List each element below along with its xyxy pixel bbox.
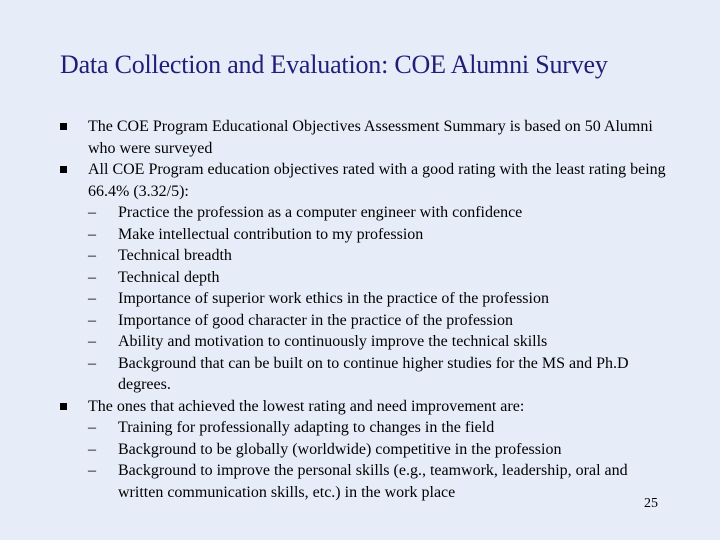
slide-content (58, 116, 668, 503)
bullet-item (58, 116, 668, 159)
sub-item: – Background to improve the personal skills (e.g., teamwork, leadership, oral and written communication skills, etc.) in the work place (88, 462, 628, 501)
sub-item: – Importance of good character in the practice of the profession (88, 310, 668, 332)
bullet-text: The COE Program Educational Objectives Assessment Summary is based on 50 Alumni who were surveyed (88, 118, 653, 157)
sub-item: – Practice the profession as a computer engineer with confidence (88, 202, 668, 224)
dash-icon: – (88, 204, 96, 221)
sub-list (88, 202, 668, 396)
square-bullet-icon (60, 403, 67, 410)
dash-icon: – (88, 225, 96, 243)
dash-icon: – (88, 462, 96, 479)
slide-title: Data Collection and Evaluation: COE Alumni Survey (60, 50, 608, 79)
dash-icon: – (88, 290, 96, 307)
sub-item: – Make intellectual contribution to my profession (88, 224, 668, 246)
sub-item: – Background that can be built on to continue higher studies for the MS and Ph.D degrees. (88, 354, 629, 393)
sub-item: – Technical depth (88, 267, 668, 289)
sub-item: – Importance of superior work ethics in the practice of the profession (88, 288, 668, 310)
square-bullet-icon (60, 123, 67, 130)
page-number: 25 (644, 496, 658, 511)
dash-icon: – (88, 268, 96, 286)
sub-item: – Technical breadth (88, 245, 668, 267)
dash-icon: – (88, 419, 96, 436)
dash-icon: – (88, 311, 96, 329)
square-bullet-icon (60, 166, 67, 173)
dash-icon: – (88, 333, 96, 350)
dash-icon: – (88, 440, 96, 458)
bullet-text: All COE Program education objectives rated with a good rating with the least rating being 66.4% (3.32/5): (88, 161, 666, 200)
bullet-item (58, 159, 668, 396)
bullet-text: The ones that achieved the lowest rating and need improvement are: (88, 397, 525, 415)
bullet-item (58, 396, 668, 504)
sub-item: – Training for professionally adapting to changes in the field (88, 417, 668, 439)
dash-icon: – (88, 354, 96, 372)
sub-list (88, 417, 668, 503)
sub-item: – Ability and motivation to continuously improve the technical skills (88, 331, 668, 353)
sub-item: – Background to be globally (worldwide) competitive in the profession (88, 439, 668, 461)
dash-icon: – (88, 247, 96, 264)
